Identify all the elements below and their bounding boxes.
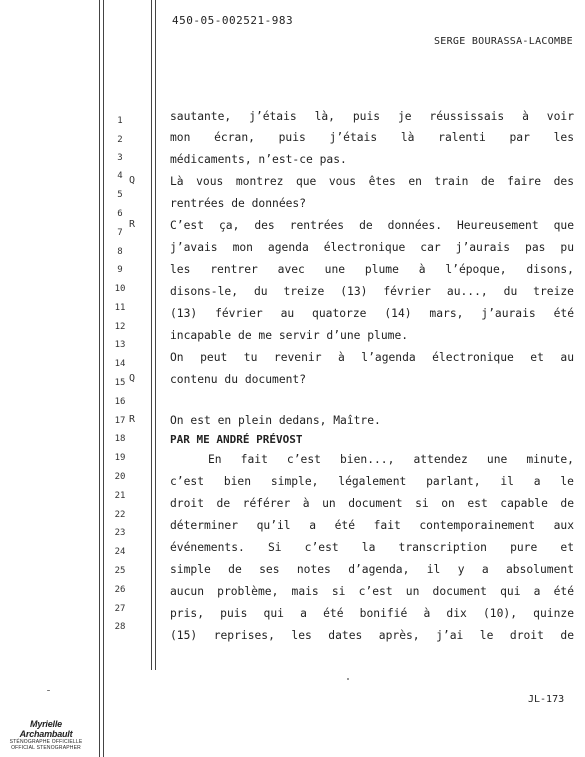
transcript-line: mon écran, puis j’étais là ralenti par les bbox=[170, 131, 574, 144]
transcript-line: simple de ses notes d’agenda, il y a absolument bbox=[170, 563, 574, 576]
line-number: 21 bbox=[114, 491, 126, 501]
answer-marker: R bbox=[129, 219, 136, 230]
witness-name: SERGE BOURASSA-LACOMBE bbox=[433, 36, 573, 47]
line-number: 28 bbox=[114, 622, 126, 632]
stenographer-logo bbox=[4, 719, 88, 751]
transcript-line: droit de référer à un document si on est capable de bbox=[170, 497, 574, 510]
line-number: 20 bbox=[114, 472, 126, 482]
scan-speck bbox=[347, 678, 349, 680]
margin-rule bbox=[151, 0, 152, 670]
transcript-line: On est en plein dedans, Maître. bbox=[170, 414, 381, 427]
line-number: 3 bbox=[117, 153, 123, 163]
question-marker: Q bbox=[129, 175, 136, 186]
transcript-line: sautante, j’étais là, puis je réussissais à voir bbox=[170, 110, 574, 123]
stenographer-name: Myrielle Archambault bbox=[19, 719, 73, 739]
transcript-line: On peut tu revenir à l’agenda électronique et au bbox=[170, 351, 574, 364]
line-number: 16 bbox=[114, 397, 126, 407]
line-number: 18 bbox=[114, 434, 126, 444]
transcript-line: disons-le, du treize (13) février au..., du treize bbox=[170, 285, 574, 298]
line-number: 10 bbox=[114, 284, 126, 294]
line-number: 11 bbox=[114, 303, 126, 313]
case-number: 450-05-002521-983 bbox=[172, 14, 294, 27]
page-code: JL-173 bbox=[528, 694, 565, 705]
transcript-line: j’avais mon agenda électronique car j’aurais pas pu bbox=[170, 241, 574, 254]
stenographer-title-en: OFFICIAL STENOGRAPHER bbox=[11, 745, 81, 751]
transcript-line: Là vous montrez que vous êtes en train de faire des bbox=[170, 175, 574, 188]
transcript-line: déterminer qu’il a été fait contemporainement aux bbox=[170, 519, 574, 532]
margin-rule bbox=[103, 0, 104, 757]
transcript-line: C’est ça, des rentrées de données. Heureusement que bbox=[170, 219, 574, 232]
line-number: 1 bbox=[117, 116, 123, 126]
line-number: 14 bbox=[114, 359, 126, 369]
transcript-line: (15) reprises, les dates après, j’ai le droit de bbox=[170, 629, 574, 642]
line-number: 8 bbox=[117, 247, 123, 257]
transcript-line: En fait c’est bien..., attendez une minute, bbox=[208, 453, 574, 466]
line-number: 12 bbox=[114, 322, 126, 332]
line-number: 2 bbox=[117, 135, 123, 145]
transcript-line: pris, puis qui a été bonifié à dix (10), quinze bbox=[170, 607, 574, 620]
line-number: 23 bbox=[114, 528, 126, 538]
line-number: 26 bbox=[114, 585, 126, 595]
line-number: 15 bbox=[114, 378, 126, 388]
line-number: 4 bbox=[117, 171, 123, 181]
transcript-line: médicaments, n’est-ce pas. bbox=[170, 153, 347, 166]
transcript-line: contenu du document? bbox=[170, 373, 307, 386]
line-number: 25 bbox=[114, 566, 126, 576]
margin-rule bbox=[155, 0, 156, 670]
question-marker: Q bbox=[129, 373, 136, 384]
line-number: 9 bbox=[117, 265, 123, 275]
transcript-line: c’est bien simple, légalement parlant, il a le bbox=[170, 475, 574, 488]
transcript-line: les rentrer avec une plume à l’époque, disons, bbox=[170, 263, 574, 276]
transcript-line: événements. Si c’est la transcription pure et bbox=[170, 541, 574, 554]
margin-rule bbox=[99, 0, 100, 757]
line-number: 17 bbox=[114, 416, 126, 426]
transcript-line: rentrées de données? bbox=[170, 197, 307, 210]
stenographer-title-fr: STÉNOGRAPHE OFFICIELLE bbox=[9, 739, 83, 745]
line-number: 19 bbox=[114, 453, 126, 463]
line-number: 6 bbox=[117, 209, 123, 219]
line-number: 22 bbox=[114, 510, 126, 520]
line-number: 5 bbox=[117, 190, 123, 200]
section-heading: PAR ME ANDRÉ PRÉVOST bbox=[170, 433, 303, 446]
answer-marker: R bbox=[129, 414, 136, 425]
line-number: 24 bbox=[114, 547, 126, 557]
scan-speck bbox=[47, 690, 50, 691]
transcript-line: (13) février au quatorze (14) mars, j’aurais été bbox=[170, 307, 574, 320]
transcript-line: incapable de me servir d’une plume. bbox=[170, 329, 409, 342]
line-number: 13 bbox=[114, 340, 126, 350]
transcript-line: aucun problème, mais si c’est un document qui a été bbox=[170, 585, 574, 598]
line-number: 27 bbox=[114, 604, 126, 614]
line-number: 7 bbox=[117, 228, 123, 238]
